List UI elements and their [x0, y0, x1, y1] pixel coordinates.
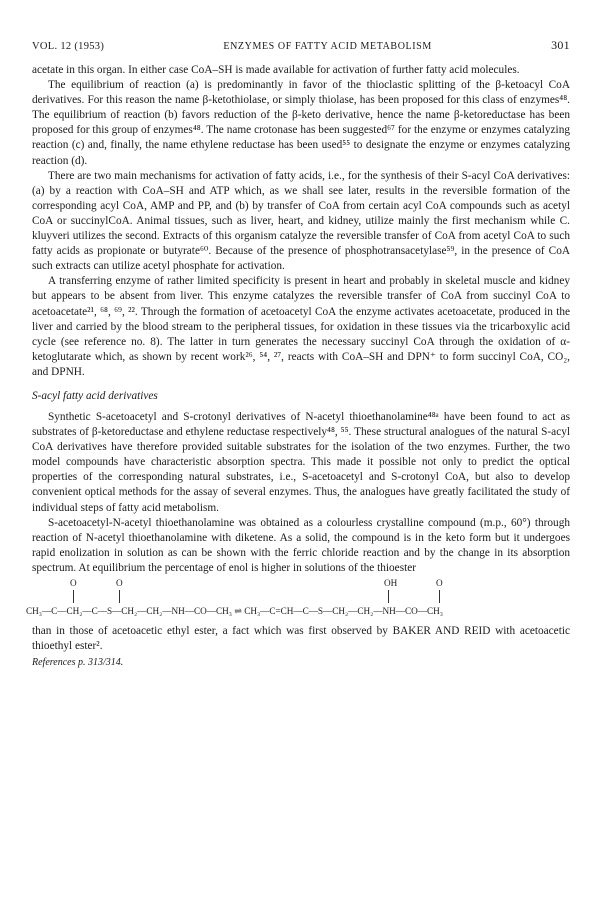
oxygen-label: O — [116, 578, 123, 588]
references-note: References p. 313/314. — [32, 657, 124, 669]
double-bond — [439, 590, 440, 603]
running-title: ENZYMES OF FATTY ACID METABOLISM — [223, 41, 432, 52]
double-bond — [119, 590, 120, 603]
bond — [388, 590, 389, 603]
chemical-equation — [26, 578, 570, 622]
oxygen-label: O — [70, 578, 77, 588]
hydroxyl-label: OH — [384, 578, 398, 588]
equation-main-line: CH₃—C—CH₂—C—S—CH₂—CH₂—NH—CO—CH₃ ⇌ CH₃—C=CH—C—S—CH₂—CH₂—NH—CO—CH₃ — [26, 606, 443, 616]
paragraph: than in those of acetoacetic ethyl ester, a fact which was first observed by BAKER AND REID with acetoacetic thioethyl ester². — [32, 625, 570, 653]
paragraph: A transferring enzyme of rather limited specificity is present in heart and probably in skeletal muscle and kidney but appears to be absent from liver. This enzyme catalyzes the reversible transfer of CoA from succinyl CoA to acetoacetate²¹, ⁶⁸, ⁶⁹, ²². Through the formation of acetoacetyl CoA the enzyme activates acetoacetate, produced in the liver and carried by the blood stream to the peripheral tissues, for oxidation in these tissues via the tricarboxylic acid cycle (see reference no. 8). The latter in turn generates the necessary succinyl CoA through the oxidation of α-ketoglutarate which, as shown by recent work²⁶, ⁵⁴, ²⁷, reacts with CoA–SH and DPN⁺ to form succinyl CoA, CO₂, and DPNH. — [32, 275, 570, 378]
paragraph: acetate in this organ. In either case CoA–SH is made available for activation of further fatty acid molecules. — [32, 64, 520, 76]
double-bond — [73, 590, 74, 603]
paragraph: S-acetoacetyl-N-acetyl thioethanolamine was obtained as a colourless crystalline compound (m.p., 60°) through reaction of N-acetyl thioethanolamine with diketene. As a solid, the compound is in the keto form but it undergoes rapid enolization in solution as can be shown with the ferric chloride reaction and by the change in its absorption spectrum. At equilibrium the percentage of enol is higher in solutions of the thioester — [32, 516, 570, 574]
paragraph: Synthetic S-acetoacetyl and S-crotonyl derivatives of N-acetyl thioethanolamine⁴⁸ᵃ have been found to act as substrates of β-ketoreductase and ethylene reductase respectively⁴⁸, ⁵⁵. These structural analogues of the natural S-acyl CoA derivatives have therefore provided suitable substrates for the isolation of the two enzymes. Further, the two model compounds have characteristic absorption spectra. This made it possible not only to predict the optical properties of the corresponding natural substrates, i.e., S-acetoacetyl and S-crotonyl CoA, but also to develop convenient optical methods for the assay of several enzymes. Thus, the analogues have greatly facilitated the study of individual steps of fatty acid metabolism. — [32, 410, 570, 514]
running-header — [32, 38, 570, 53]
page-number: 301 — [551, 38, 570, 52]
oxygen-label: O — [436, 578, 443, 588]
volume-label: VOL. 12 (1953) — [32, 41, 105, 52]
paragraph: There are two main mechanisms for activation of fatty acids, i.e., for the synthesis of their S-acyl CoA derivatives: (a) by a reaction with CoA–SH and ATP which, as we shall see later, results in the reversible formation of the corresponding acyl CoA, AMP and PP, and (b) by transfer of CoA from certain acyl CoA compounds such as acetyl CoA or succinylCoA. Animal tissues, such as liver, heart, and kidney, utilize mainly the first mechanism while C. kluyveri utilizes the second. Extracts of this organism catalyze the reversible transfer of CoA from acetyl CoA to such fatty acids as propionate or butyrate⁶⁰. Because of the presence of phosphotransacetylase⁵⁹, in the presence of CoA such extracts can utilize acetyl phosphate for activation. — [32, 169, 570, 273]
section-heading: S-acyl fatty acid derivatives — [32, 389, 158, 402]
paragraph: The equilibrium of reaction (a) is predominantly in favor of the thioclastic splitting of the β-ketoacyl CoA derivatives. For this reason the name β-ketothiolase, or simply thiolase, has been proposed for this class of enzymes⁴⁸. The equilibrium of reaction (b) favors reduction of the β-keto derivative, hence the name β-ketoreductase has been proposed for this group of enzymes⁴⁸. The name crotonase has been suggested⁶⁷ for the enzyme or enzymes catalyzing reaction (c) and, finally, the name ethylene reductase has been used⁵⁵ to designate the enzyme or enzymes catalyzing reaction (d). — [32, 79, 570, 167]
page — [26, 38, 570, 669]
